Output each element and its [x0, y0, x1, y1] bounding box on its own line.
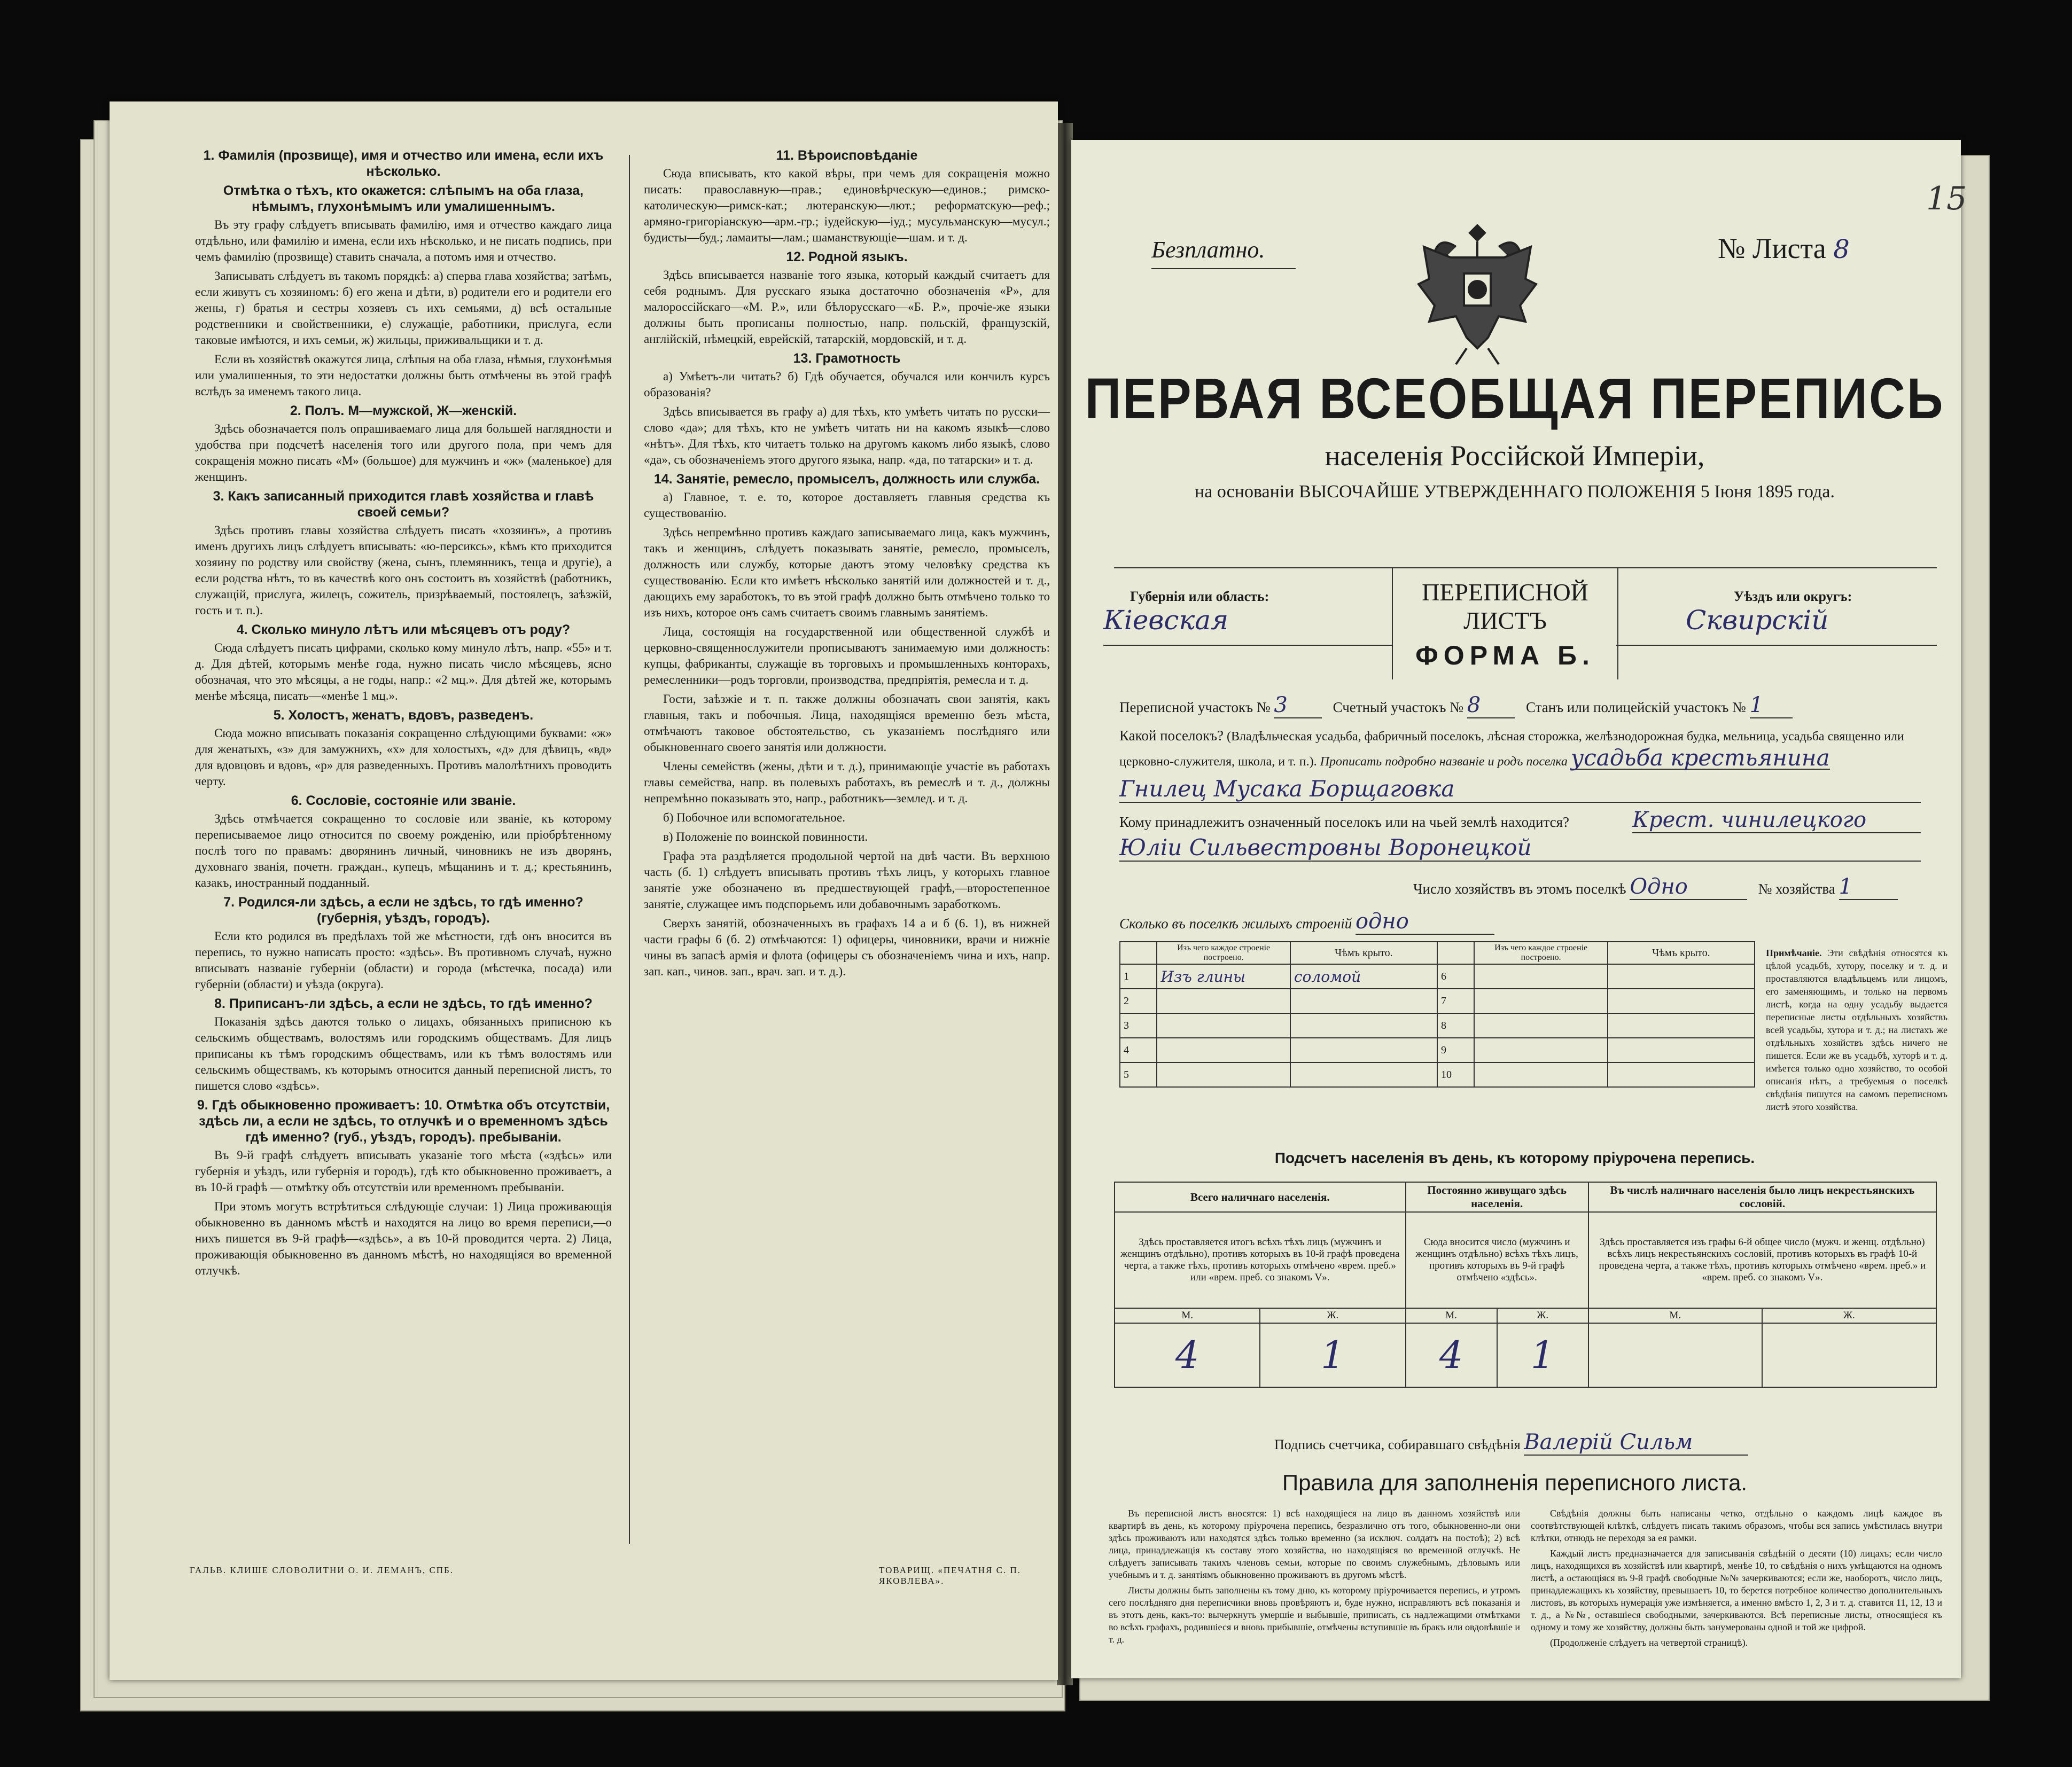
- district-value: Сквирскій: [1686, 605, 1829, 636]
- sheet-number-label: № Листа 8: [1718, 232, 1850, 264]
- paragraph: Сюда вписывать, кто какой вѣры, при чемъ для сокращенія можно писать: православную—прав.; единовѣрческую—единов.; римско-католическую—римск-кат.; лютеранскую—лют.; реформатскую—реф.; армяно-григоріанскую—арм.-гр.; іудейскую—іуд.; мусульманскую—мусул.; будисты—буд.; ламаиты—лам.; шаманствующіе—шам. и т. д.: [644, 167, 1050, 244]
- paragraph: Въ 9-й графѣ слѣдуетъ вписывать указаніе того мѣста («здѣсь» или губернія и уѣздъ, или губернія и городъ), гдѣ кто обыкновенно проживаетъ, а въ 10-й графѣ — отмѣтку объ отсутствіи или временномъ пребываніи.: [195, 1148, 612, 1194]
- form-subtitle-decree: на основаніи ВЫСОЧАЙШЕ УТВЕРЖДЕННАГО ПОЛОЖЕНІЯ 5 Іюня 1895 года.: [1195, 482, 1835, 502]
- printer-credit-right: ТОВАРИЩ. «ПЕЧАТНЯ С. П. ЯКОВЛЕВА».: [879, 1565, 1021, 1586]
- section-heading: 8. Приписанъ-ли здѣсь, а если не здѣсь, то гдѣ именно?: [214, 996, 593, 1011]
- paragraph: При этомъ могутъ встрѣтиться слѣдующіе случаи: 1) Лица проживающія обыкновенно въ данномъ мѣстѣ и находятся на лицо во время переписи,—о нихъ пишется въ 9-й графѣ—«здѣсь», а въ 10-й проводится черта. 2) Лица, проживающія обыкновенно въ данномъ мѣстѣ, но находящіяся во временной отлучкѣ.: [195, 1200, 612, 1277]
- table-row: 3 8: [1120, 1013, 1755, 1038]
- census-areas-line: Переписной участокъ № 3 Счетный участокъ № 8 Станъ или полицейскій участокъ № 1: [1119, 693, 1793, 718]
- count-area-value: 8: [1467, 693, 1515, 718]
- section-heading: 14. Занятіе, ремесло, промыселъ, должность или служба.: [653, 472, 1040, 487]
- section-heading: 11. Вѣроисповѣданіе: [776, 148, 918, 163]
- building-1-material: Изъ глины: [1157, 964, 1290, 989]
- divider: [1616, 645, 1937, 646]
- book-gutter: [1057, 123, 1073, 1685]
- signature-line: Подпись счетчика, собиравшаго свѣдѣнія Валерій Сильм: [1274, 1430, 1748, 1456]
- rule-paragraph: Свѣдѣнія должны быть написаны четко, отдѣльно о каждомъ лицѣ каждое въ соотвѣтствующей клѣткѣ, слѣдуетъ писать такимъ образомъ, чтобы вся запись умѣстилась внутри клѣтки, отнюдь не переходя за ея рамки.: [1531, 1508, 1942, 1543]
- section-heading: 12. Родной языкъ.: [786, 249, 908, 264]
- paragraph: Записывать слѣдуетъ въ такомъ порядкѣ: а) сперва глава хозяйства; затѣмъ, если живутъ съ хозяиномъ: б) его жена и дѣти, в) родители его и родители его жены, г) братья и сестры хозяевъ съ ихъ семьями, д) всѣ остальные родственники и свойственники, е) служащіе, работники, прислуга, если таковые имѣются, и ихъ семьи, ж) жильцы, приживальщики и т. д.: [195, 269, 612, 347]
- buildings-table: [1119, 941, 1755, 1088]
- form-name: ФОРМА Б.: [1415, 640, 1595, 670]
- section-heading: 6. Сословіе, состояніе или званіе.: [291, 793, 516, 808]
- building-1-roof: соломой: [1290, 964, 1437, 989]
- population-table: Всего наличнаго населенія. Постоянно живущаго здѣсь населенія. Въ числѣ наличнаго населенія было лицъ некрестьянскихъ сословій. Здѣсь проставляется итогъ всѣхъ тѣхъ лицъ (мужчинъ и женщинъ отдѣльно), противъ которыхъ въ 10-й графѣ проведена черта, а также тѣхъ, противъ которыхъ отмѣчено «врем. преб.» или «врем. преб. со знакомъ V». Сюда вносится число (мужчинъ и женщинъ отдѣльно) всѣхъ тѣхъ лицъ, противъ которыхъ въ 9-й графѣ отмѣчено «здѣсь». Здѣсь проставляется изъ графы 6-й общее число (мужч. и женщ. отдѣльно) всѣхъ лицъ некрестьянскихъ сословій, противъ которыхъ въ графѣ 10-й проведена черта, а также тѣхъ, противъ которыхъ отмѣчено «врем. преб.» и «врем. преб. со знакомъ V». М. Ж. М. Ж. М. Ж. 4 1 4 1: [1114, 1182, 1937, 1388]
- nonpeasant-women-count: [1762, 1323, 1936, 1387]
- households-value: Одно: [1630, 874, 1747, 900]
- paragraph: Сюда слѣдуетъ писать цифрами, сколько кому минуло лѣтъ, напр. «55» и т. д. Для дѣтей, которымъ менѣе года, нужно писать число мѣсяцевъ, ясно обозначая, что это мѣсяцы, а не годы, напр.: «2 мц.». Для дѣтей же, которымъ менѣе мѣсяца, писать—«менѣе 1 мц.».: [195, 641, 612, 702]
- section-heading: 5. Холостъ, женатъ, вдовъ, разведенъ.: [273, 708, 534, 723]
- owner-label: Кому принадлежитъ означенный поселокъ или на чьей землѣ находится?: [1119, 814, 1569, 830]
- paragraph: Графа эта раздѣляется продольной чертой на двѣ части. Въ верхнюю часть (б. 1) слѣдуетъ вписывать противъ тѣхъ лицъ, у которыхъ главное занятіе уже обозначено въ предшествующей графѣ,—второстепенное занятіе, служащее имъ подспорьемъ или добавочнымъ заработкомъ.: [644, 849, 1050, 911]
- rule-paragraph: Въ переписной листъ вносятся: 1) всѣ находящіеся на лицо въ данномъ хозяйствѣ или квартирѣ въ день, къ которому пріурочена перепись, безразлично отъ того, обыкновенно-ли они здѣсь проживаютъ или находятся здѣсь только временно (за исключ. солдатъ на постоѣ); 2) всѣ лица, принадлежащія къ составу этого хозяйства, но находящіяся во временной отлучкѣ. Не слѣдуетъ записывать такихъ членовъ семьи, которые по своимъ служебнымъ, дѣловымъ или учебнымъ и т. д. занятіямъ обыкновенно проживаютъ въ другомъ мѣстѣ.: [1109, 1508, 1520, 1580]
- section-heading: 9. Гдѣ обыкновенно проживаетъ: 10. Отмѣтка объ отсутствіи, здѣсь ли, а если не здѣсь, то отлучкѣ и о временномъ здѣсь гдѣ именно? (губ., уѣздъ, городъ). пребываніи.: [197, 1098, 610, 1145]
- paragraph: Если въ хозяйствѣ окажутся лица, слѣпыя на оба глаза, нѣмыя, глухонѣмыя или умалишенныя, то эти недостатки должны быть отмѣчены въ этой графѣ вслѣдъ за именемъ такого лица.: [195, 353, 612, 398]
- paragraph: Члены семействъ (жены, дѣти и т. д.), принимающіе участіе въ работахъ главы семейства, напр. въ полевыхъ работахъ, въ ремеслѣ и т. д., должны непремѣнно показывать это, напр., работникъ—землед. и т. д.: [644, 760, 1050, 805]
- paragraph: б) Побочное или вспомогательное.: [663, 811, 845, 824]
- table-row: 5 10: [1120, 1062, 1755, 1087]
- paragraph: Здѣсь противъ главы хозяйства слѣдуетъ писать «хозяинъ», а противъ именъ другихъ лицъ слѣдуетъ вписывать: «ю-персиксь», кѣмъ кто приходится хозяину по родству или свойству (жена, сынъ, племянникъ, теща и другіе), а если родства нѣтъ, то въ качествѣ кого онъ состоитъ въ хозяйствѣ (работникъ, служащій, прислуга, жилецъ, сожитель, призрѣваемый, постоялецъ, заѣзжій, гость и т. п.).: [195, 523, 612, 617]
- divider: [1103, 645, 1392, 646]
- right-page: [1071, 140, 1967, 1678]
- total-women-count: 1: [1260, 1323, 1405, 1387]
- paragraph: а) Главное, т. е. то, которое доставляетъ главныя средства къ существованію.: [644, 490, 1050, 520]
- stan-value: 1: [1750, 693, 1793, 718]
- column-divider: [629, 155, 630, 1544]
- instructions-column-1: [195, 144, 612, 1544]
- paragraph: Здѣсь непремѣнно противъ каждаго записываемаго лица, какъ мужчинъ, такъ и женщинъ, слѣдуетъ показывать занятіе, ремесло, промыселъ, должность или службу, которые даютъ этому человѣку средства къ существованію. Если кто имѣетъ нѣсколько занятій или должностей и т. д., дающихъ ему заработокъ, то въ этой графѣ должно быть отмѣчено только то изъ нихъ, которое онъ самъ считаетъ своимъ главнымъ занятіемъ.: [644, 526, 1050, 619]
- paragraph: Здѣсь вписывается въ графу а) для тѣхъ, кто умѣетъ читать по русски—слово «да»; для тѣхъ, кто не умѣетъ читать ни на какомъ языкѣ—слово «нѣтъ». Для тѣхъ, кто читаетъ только на другомъ какомъ либо языкѣ, слово «да», съ обозначеніемъ этого другого языка, напр. «да, по татарски» и т. д.: [644, 405, 1050, 466]
- paragraph: Здѣсь вписывается названіе того языка, который каждый считаетъ для себя роднымъ. Для русскаго языка достаточно обозначенія «Р», для малороссійскаго—«М. Р.», или бѣлорусскаго—«Б. Р.», прочіе-же языки должны быть прописаны полностью, напр. польскій, французскій, англійскій, нѣмецкій, еврейскій, татарскій, мордовскій, и т. д.: [644, 268, 1050, 346]
- population-explanation: Сюда вносится число (мужчинъ и женщинъ отдѣльно) всѣхъ тѣхъ лицъ, противъ которыхъ въ 9-й графѣ отмѣчено «здѣсь».: [1406, 1212, 1588, 1308]
- households-line: Число хозяйствъ въ этомъ поселкѣ Одно № хозяйства 1: [1413, 874, 1898, 900]
- permanent-women-count: 1: [1497, 1323, 1588, 1387]
- sheet-number-value: 8: [1833, 234, 1850, 264]
- paragraph: Здѣсь отмѣчается сокращенно то сословіе или званіе, къ которому переписываемое лицо относится по своему рожденію, или пріобрѣтенному послѣ того по правамъ: дворянинъ личный, чиновникъ не изъ дворянъ, духовнаго званія, почетн. граждан., купецъ, мѣщанинъ и т. д.; крестьянинъ, казакъ, иностранный подданный.: [195, 812, 612, 889]
- imperial-eagle-emblem: [1413, 215, 1541, 370]
- nonpeasant-men-count: [1588, 1323, 1762, 1387]
- rules-column-2: [1531, 1507, 1942, 1668]
- section-heading: 1. Фамилія (прозвище), имя и отчество или имена, если ихъ нѣсколько.: [203, 148, 604, 179]
- enumerator-signature: Валерій Сильм: [1524, 1430, 1748, 1456]
- paragraph: Сюда можно вписывать показанія сокращенно слѣдующими буквами: «ж» для женатыхъ, «з» для замужнихъ, «х» для холостыхъ, «д» для дѣвицъ, «вд» для вдовцовъ и вдовъ, «р» для разведенныхъ. Противъ малолѣтнихъ проводить черту.: [195, 726, 612, 788]
- table-header: Изъ чего каждое строеніе построено.: [1474, 942, 1607, 964]
- settlement-value-2: Гнилец Мусака Борщаговка: [1119, 776, 1921, 803]
- table-header: Чѣмъ крыто.: [1290, 942, 1437, 964]
- paragraph: Сверхъ занятій, обозначенныхъ въ графахъ 14 а и б (6. 1), въ нижней части графы 6 (б. 2) отмѣчаются: 1) офицеры, чиновники, врачи и нижніе чины въ запасѣ армія и флота (офицеры съ обозначеніемъ чина и ихъ, напр. зап. кап., чинов. зап., врач. зап. и т. д.).: [644, 917, 1050, 978]
- section-heading: 2. Полъ. М—мужской, Ж—женскій.: [290, 403, 517, 418]
- table-header: Въ числѣ наличнаго населенія было лицъ некрестьянскихъ сословій.: [1588, 1182, 1936, 1212]
- form-title: ПЕРЕПИСНОЙ ЛИСТЪ: [1422, 578, 1588, 634]
- buildings-line: Сколько въ поселкѣ жилыхъ строеній одно: [1119, 909, 1494, 935]
- instructions-column-2: [644, 144, 1050, 1544]
- rule-paragraph: Листы должны быть заполнены къ тому дню, къ которому пріурочивается перепись, и утромъ сего послѣдняго дня переписчики вновь провѣряютъ и, буде нужно, исправляютъ всѣ показанія и въ этотъ день, какъ-то: вычеркнуть умершіе и выбывшіе, приписать, съ надлежащими отмѣтками во всѣхъ графахъ, родившіеся и вновь прибывшіе, отмѣчены вступившіе въ бракъ или овдовѣвшіе и т. д.: [1109, 1585, 1520, 1645]
- section-heading: 13. Грамотность: [793, 351, 901, 366]
- section-heading: 7. Родился-ли здѣсь, а если не здѣсь, то гдѣ именно? (губернія, уѣздъ, городъ).: [223, 895, 583, 926]
- table-header: Изъ чего каждое строеніе построено.: [1157, 942, 1290, 964]
- table-row: 4 9: [1120, 1038, 1755, 1062]
- population-explanation: Здѣсь проставляется итогъ всѣхъ тѣхъ лицъ (мужчинъ и женщинъ отдѣльно), противъ которыхъ въ 10-й графѣ проведена черта, а также тѣхъ, противъ которыхъ отмѣчено «врем. преб.» или «врем. преб. со знакомъ V».: [1115, 1212, 1406, 1308]
- note-text: Эти свѣдѣнія относятся къ цѣлой усадьбѣ, хутору, поселку и т. д. и проставляются владѣльцемъ или лицомъ, его заменяющимъ, и только на первомъ листѣ, когда на одну усадьбу выдается переписные листы отдѣльныхъ хозяйствъ всей усадьбы, хутора и т. д.; на листахъ же отдѣльныхъ хозяйствъ здѣсь ничего не пишется. Если же въ усадьбѣ, хуторѣ и т. д. имѣется только одно хозяйство, то особой описанія нѣтъ, а требуемыя о поселкѣ свѣдѣнія пишутся на самомъ переписномъ листѣ этого хозяйства.: [1766, 948, 1948, 1112]
- paragraph: в) Положеніе по воинской повинности.: [663, 830, 868, 843]
- owner-value-1: Крест. чинилецкого: [1632, 808, 1921, 833]
- form-main-title: ПЕРВАЯ ВСЕОБЩАЯ ПЕРЕПИСЬ: [1085, 366, 1945, 431]
- section-heading: 4. Сколько минуло лѣтъ или мѣсяцевъ отъ роду?: [236, 622, 571, 637]
- note-title: Примѣчаніе.: [1766, 948, 1822, 958]
- population-title: Подсчетъ населенія въ день, къ которому пріурочена перепись.: [1274, 1150, 1755, 1166]
- settlement-block: Какой поселокъ? (Владѣльческая усадьба, фабричный поселокъ, лѣсная сторожка, желѣзнодорожная будка, мельница, усадьба священно или церковно-служителя, школа, и т. п.). Прописать подробно названіе и родъ поселка усадьба крестьянина: [1119, 728, 1904, 771]
- household-number-value: 1: [1839, 874, 1898, 900]
- population-explanation: Здѣсь проставляется изъ графы 6-й общее число (мужч. и женщ. отдѣльно) всѣхъ лицъ некрестьянскихъ сословій, противъ которыхъ въ графѣ 10-й проведена черта, а также тѣхъ, противъ которыхъ отмѣчено «врем. преб.» и «врем. преб. со знакомъ V».: [1588, 1212, 1936, 1308]
- paragraph: а) Умѣетъ-ли читать? б) Гдѣ обучается, обучался или кончилъ курсъ образованія?: [644, 370, 1050, 399]
- rules-column-1: [1109, 1507, 1520, 1668]
- census-area-value: 3: [1274, 693, 1322, 718]
- paragraph: Показанія здѣсь даются только о лицахъ, обязанныхъ приписною къ сельскимъ обществамъ, волостямъ или городскимъ обществамъ. Для лицъ приписаны къ тѣмъ городскимъ обществамъ, или къ тѣмъ волостямъ или сельскимъ обществамъ, къ которымъ относится данный переписной листъ, то пишется слово «здѣсь».: [195, 1015, 612, 1092]
- divider: [1151, 268, 1296, 269]
- form-title-box: [1392, 567, 1618, 679]
- province-value: Кіевская: [1103, 605, 1229, 636]
- table-header: Чѣмъ крыто.: [1608, 942, 1755, 964]
- owner-value-2: Юліи Сильвестровны Воронецкой: [1119, 834, 1921, 862]
- section-heading: Отмѣтка о тѣхъ, кто окажется: слѣпымъ на оба глаза, нѣмымъ, глухонѣмымъ или умалишеннымъ.: [223, 183, 584, 214]
- free-label: Безплатно.: [1151, 237, 1265, 263]
- province-label: Губернія или область:: [1130, 589, 1269, 604]
- table-header: Постоянно живущаго здѣсь населенія.: [1406, 1182, 1588, 1212]
- paragraph: Если кто родился въ предѣлахъ той же мѣстности, гдѣ онъ вносится въ перепись, то нужно написать просто: «здѣсь». Въ противномъ случаѣ, нужно вписывать названіе губерніи (области) и города (мѣстечка, посада) или губерніи (области) и уѣзда (округа).: [195, 929, 612, 991]
- section-heading: 3. Какъ записанный приходится главѣ хозяйства и главѣ своей семьи?: [213, 489, 594, 520]
- paragraph: Гости, заѣзжіе и т. п. также должны обозначать свои занятія, какъ главныя, такъ и побочныя. Лица, находящіяся временно безъ мѣста, отмѣчаютъ таковое обстоятельство, съ указаніемъ послѣдняго или обыкновеннаго своего занятія или должности.: [644, 692, 1050, 754]
- form-subtitle: населенія Россійской Имперіи,: [1325, 440, 1705, 472]
- paragraph: Въ эту графу слѣдуетъ вписывать фамилію, имя и отчество каждаго лица отдѣльно, или фамилію и имена, если ихъ нѣсколько, и не писать подпись, при чемъ фамилію (прозвище) ставить сначала, а потомъ имя и отчество.: [195, 218, 612, 263]
- buildings-note: [1766, 947, 1948, 1113]
- table-row: 1 Изъ глины соломой 6: [1120, 964, 1755, 989]
- paragraph: Здѣсь обозначается полъ опрашиваемаго лица для большей наглядности и удобства при подсчетѣ населенія того или другого пола, при чемъ для сокращенія можно писать «М» (большое) для мужчинъ и «ж» (маленькое) для женщинъ.: [195, 422, 612, 483]
- buildings-value: одно: [1356, 909, 1494, 935]
- rule-paragraph: Каждый листъ предназначается для записыванія свѣдѣній о десяти (10) лицахъ; если число лицъ, находящихся въ хозяйствѣ или квартирѣ, менѣе 10, то свѣдѣнія о нихъ умѣщаются на одномъ листѣ, а остающіяся въ 9-й графѣ свободные №№ зачеркиваются; если же, наоборотъ, число лицъ, принадлежащихъ къ хозяйству, превышаетъ 10, то берется потребное количество дополнительныхъ листовъ, въ которыхъ нумерація уже измѣняется, а именно вмѣсто 1, 2, 3 и т. д. ставится 11, 12, 13 и т. д., а №№, оставшіеся свободными, зачеркиваются. Всѣ переписные листы, относящіеся къ одному и тому же хозяйству, должны быть занумерованы одной и той же цифрой.: [1531, 1548, 1942, 1632]
- paragraph: Лица, состоящія на государственной или общественной службѣ и церковно-священнослужители прописываютъ занимаемую ими должность: купцы, фабриканты, служащіе въ торговыхъ и промышленныхъ конторахъ, ремесленники—родъ торговли, производства, предпріятія, ремесла и т. д.: [644, 625, 1050, 686]
- permanent-men-count: 4: [1406, 1323, 1497, 1387]
- total-men-count: 4: [1115, 1323, 1260, 1387]
- district-label: Уѣздъ или округъ:: [1734, 589, 1852, 604]
- table-header-row: [1120, 942, 1755, 964]
- corner-number: 15: [1926, 180, 1967, 217]
- table-header: Всего наличнаго населенія.: [1115, 1182, 1406, 1212]
- printer-credit-left: ГАЛЬВ. КЛИШЕ СЛОВОЛИТНИ О. И. ЛЕМАНЪ, СПБ.: [190, 1565, 454, 1575]
- rule-paragraph: (Продолженіе слѣдуетъ на четвертой страницѣ).: [1550, 1637, 1748, 1648]
- left-page: [110, 101, 1058, 1680]
- settlement-value-1: усадьба крестьянина: [1570, 745, 1830, 771]
- table-row: 2 7: [1120, 989, 1755, 1013]
- rules-title: Правила для заполненія переписного листа.: [1282, 1470, 1748, 1495]
